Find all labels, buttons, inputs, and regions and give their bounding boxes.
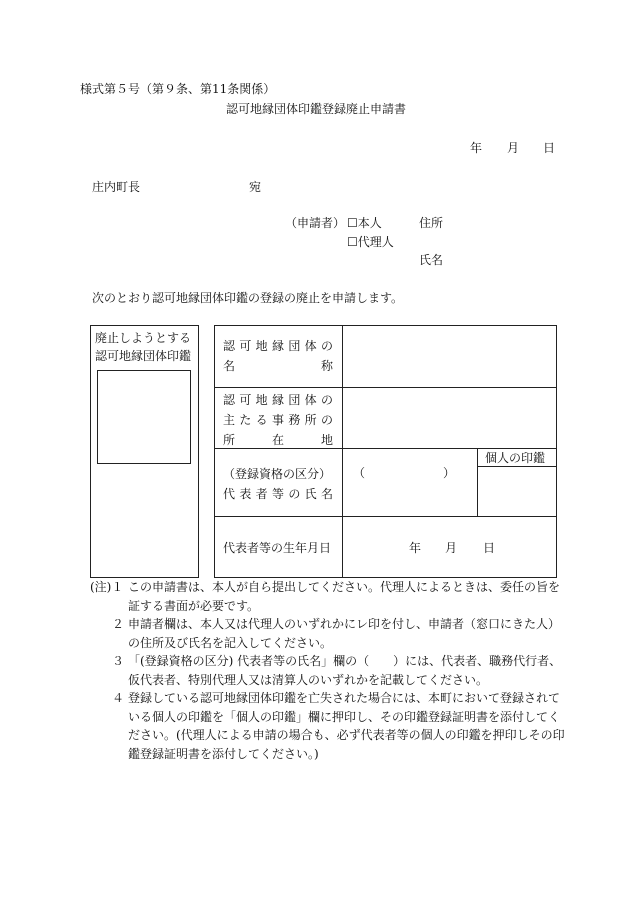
office-address-field[interactable] bbox=[343, 388, 556, 448]
note-text: 申請者欄は、本人又は代理人のいずれかにレ印を付し、申請者（窓口にきた人）の住所及び氏名を記入してください。 bbox=[128, 617, 561, 650]
date-day-label: 日 bbox=[543, 141, 556, 155]
group-name-label-line2: 名 称 bbox=[223, 359, 333, 373]
addressee-suffix: 宛 bbox=[249, 180, 262, 194]
birthdate-year-label: 年 bbox=[409, 541, 422, 555]
group-name-label bbox=[223, 336, 333, 376]
addressee-name: 庄内町長 bbox=[92, 180, 141, 194]
applicant-name-label: 氏名 bbox=[419, 253, 444, 267]
personal-seal-stamp-area[interactable] bbox=[478, 467, 556, 516]
birthdate-field[interactable] bbox=[343, 517, 556, 577]
personal-seal-label: 個人の印鑑 bbox=[485, 451, 546, 465]
document-title: 認可地縁団体印鑑登録廃止申請書 bbox=[226, 102, 407, 116]
note-item bbox=[90, 689, 570, 763]
date-year-label: 年 bbox=[470, 141, 483, 155]
note-item bbox=[90, 652, 570, 689]
note-text: 「(登録資格の区分) 代表者等の氏名」欄の（ ）には、代表者、職務代行者、仮代表者、特別代理人又は清算人のいずれかを記載してください。 bbox=[128, 654, 562, 687]
applicant-address-label: 住所 bbox=[419, 216, 444, 230]
group-name-label-line1: 認 可 地 縁 団 体 の bbox=[223, 339, 333, 353]
category-paren-open: （ bbox=[353, 466, 366, 480]
form-number: 様式第５号（第９条、第11条関係） bbox=[80, 82, 276, 96]
application-table bbox=[214, 325, 557, 578]
registration-category-label: （登録資格の区分） bbox=[223, 467, 332, 481]
notes-section bbox=[90, 578, 570, 763]
note-number: ３ bbox=[112, 654, 125, 668]
seal-box-title-line1: 廃止しようとする bbox=[95, 331, 192, 345]
note-number: ４ bbox=[112, 691, 125, 705]
applicant-self-checkbox[interactable]: ☐本人 bbox=[347, 216, 382, 230]
office-address-label bbox=[223, 390, 333, 450]
group-name-field[interactable] bbox=[343, 326, 556, 387]
note-text: この申請書は、本人が自ら提出してください。代理人によるときは、委任の旨を証する書面が必要です。 bbox=[128, 580, 561, 613]
representative-name-label-line2: 代 表 者 等 の 氏 名 bbox=[223, 487, 333, 501]
note-item bbox=[90, 578, 570, 615]
category-paren-close: ） bbox=[443, 466, 456, 480]
note-number: (注)１ bbox=[90, 580, 124, 594]
seal-box-title-line2: 認可地縁団体印鑑 bbox=[95, 349, 192, 363]
office-address-label-line3: 所 在 地 bbox=[223, 433, 333, 447]
office-address-label-line1: 認 可 地 縁 団 体 の bbox=[223, 393, 333, 407]
note-number: ２ bbox=[112, 617, 125, 631]
applicant-agent-checkbox[interactable]: ☐代理人 bbox=[347, 235, 394, 249]
office-address-label-line2: 主 た る 事 務 所 の bbox=[223, 413, 333, 427]
representative-name-label bbox=[223, 464, 333, 504]
representative-name-field[interactable] bbox=[343, 449, 477, 516]
note-text: 登録している認可地縁団体印鑑を亡失された場合には、本町において登録されている個人の印鑑を「個人の印鑑」欄に押印し、その印鑑登録証明書を添付してください。(代理人による申請の場合も、必ず代表者等の個人の印鑑を押印しその印鑑登録証明書を添付してください。) bbox=[128, 691, 565, 761]
seal-stamp-area[interactable] bbox=[97, 370, 191, 464]
note-item bbox=[90, 615, 570, 652]
date-month-label: 月 bbox=[507, 141, 520, 155]
applicant-label: （申請者） bbox=[285, 216, 346, 230]
birthdate-day-label: 日 bbox=[483, 541, 496, 555]
abolished-seal-box bbox=[90, 325, 199, 578]
intro-text: 次のとおり認可地縁団体印鑑の登録の廃止を申請します。 bbox=[92, 291, 404, 305]
birthdate-label: 代表者等の生年月日 bbox=[223, 541, 332, 555]
birthdate-month-label: 月 bbox=[445, 541, 458, 555]
